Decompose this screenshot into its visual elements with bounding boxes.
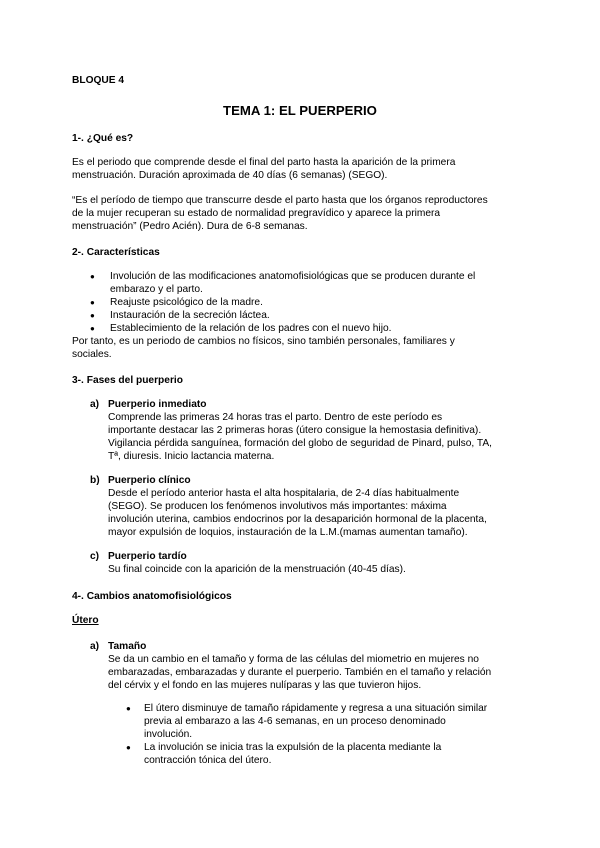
page-title: TEMA 1: EL PUERPERIO [223,103,377,118]
bullet-item: ● Reajuste psicológico de la madre. [72,296,532,309]
text-line: ● Involución de las modificaciones anatomofisiológicas que se producen durante el [110,271,476,282]
text-line: Es el periodo que comprende desde el final del parto hasta la aparición de la primera [72,157,456,168]
text-line: de la mujer recuperan su estado de normalidad pregravídico y aparece la primera [72,208,441,219]
section-4-heading: 4-. Cambios anatomofisiológicos [72,591,232,602]
phase-title: Puerperio clínico [108,475,191,486]
bullet-item: ● Instauración de la secreción láctea. [72,309,532,322]
section-3-heading: 3-. Fases del puerperio [72,375,183,386]
list-label: a) [90,641,100,652]
text-line: Se da un cambio en el tamaño y forma de las células del miometrio en mujeres no [108,654,479,665]
text-line: involución. [144,729,193,740]
bullet-item [108,702,528,741]
text-line: contracción tónica del útero. [144,755,272,766]
section-1-paragraph-2 [72,194,532,233]
text-line: previa al embarazo a las 4-6 semanas, en un proceso denominado [144,716,446,727]
topic-title: Tamaño [108,641,147,652]
section-1-heading: 1-. ¿Qué es? [72,133,134,144]
text-line: sociales. [72,349,112,360]
section-1-paragraph-1 [72,156,532,182]
list-label: a) [90,399,100,410]
text-line: Vigilancia pérdida sanguínea, formación del globo de seguridad de Pinard, pulso, TA, [108,438,492,449]
text-line: ● La involución se inicia tras la expulsión de la placenta mediante la [144,742,442,753]
text-line: menstruación. Duración aproximada de 40 días (6 semanas) (SEGO). [72,170,388,181]
phase-immediate [90,398,530,463]
bullet-item [72,270,532,296]
text-line: menstruación” (Pedro Acién). Dura de 6-8 semanas. [72,221,308,232]
text-line: “Es el período de tiempo que transcurre desde el parto hasta que los órganos reproductores [72,195,488,206]
text-line: Comprende las primeras 24 horas tras el parto. Dentro de este período es [108,412,443,423]
phase-clinical [90,474,530,539]
phase-title: Puerperio tardío [108,551,187,562]
text-line: Desde el período anterior hasta el alta hospitalaria, de 2-4 días habitualmente [108,488,460,499]
text-line: Por tanto, es un periodo de cambios no físicos, sino también personales, familiares y [72,336,455,347]
text-line: (SEGO). Se producen los fenómenos involutivos más importantes: máxima [108,501,447,512]
text-line: mayor expulsión de loquios, instauración de la L.M.(mamas aumentan tamaño). [108,527,468,538]
phase-late [90,550,530,576]
text-line: Tª, diuresis. Inicio lactancia materna. [108,451,275,462]
text-line: embarazo y el parto. [110,284,203,295]
list-label: b) [90,475,100,486]
bullet-item: ● Establecimiento de la relación de los padres con el nuevo hijo. [72,322,532,335]
block-label: BLOQUE 4 [72,75,125,86]
uterus-size [90,640,530,692]
list-label: c) [90,551,100,562]
uterus-size-bullets [108,702,528,767]
text-line: involución uterina, cambios endocrinos por la desaparición hormonal de la placenta, [108,514,487,525]
text-line: importante destacar las 2 primeras horas (útero consigue la hemostasia definitiva). [108,425,482,436]
section-4-subheading: Útero [72,615,99,626]
text-line: ● El útero disminuye de tamaño rápidamente y regresa a una situación similar [144,703,488,714]
text-line: del cérvix y el fondo en las mujeres nulíparas y las que tuvieron hijos. [108,680,422,691]
phase-title: Puerperio inmediato [108,399,207,410]
section-2-bullets [72,270,532,361]
section-2-heading: 2-. Características [72,247,160,258]
text-line: Su final coincide con la aparición de la menstruación (40-45 días). [108,564,406,575]
bullet-item [108,741,528,767]
text-line: embarazadas, embarazadas y durante el puerperio. También en el tamaño y relación [108,667,492,678]
